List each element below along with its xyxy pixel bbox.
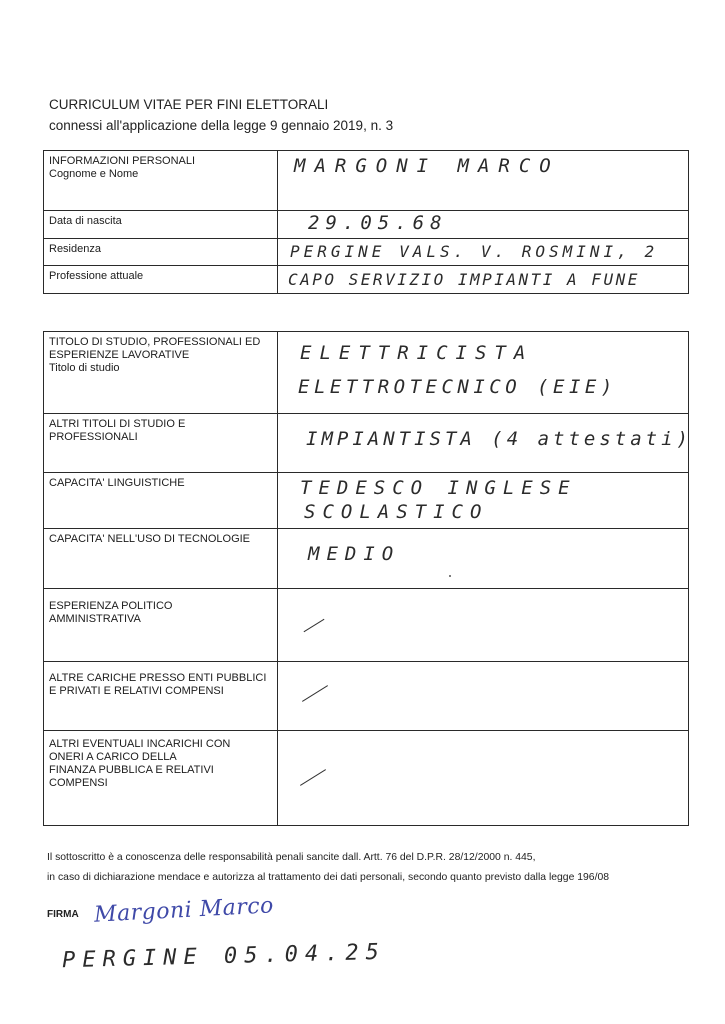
other-titles-label-line: PROFESSIONALI bbox=[49, 431, 138, 443]
political-label-line: AMMINISTRATIVA bbox=[49, 613, 141, 625]
offices-label-line: E PRIVATI E RELATIVI COMPENSI bbox=[49, 685, 224, 697]
studies-label-line: Titolo di studio bbox=[49, 362, 120, 374]
dash-mark bbox=[304, 619, 325, 633]
studies-value-line2: ELETTROTECNICO (EIE) bbox=[298, 376, 617, 398]
assignments-value-cell bbox=[278, 731, 689, 826]
profession-value: CAPO SERVIZIO IMPIANTI A FUNE bbox=[288, 270, 640, 289]
studies-value-cell bbox=[278, 332, 689, 414]
declaration-line2: in caso di dichiarazione mendace e autorizza al trattamento dei dati personali, secondo quanto previsto dalla legge 196/08 bbox=[47, 872, 610, 883]
ink-speck bbox=[449, 575, 451, 577]
technology-value: MEDIO bbox=[308, 543, 401, 565]
political-value-cell bbox=[278, 589, 689, 662]
name-label: Cognome e Nome bbox=[49, 168, 139, 180]
studies-label-line: TITOLO DI STUDIO, PROFESSIONALI ED bbox=[49, 336, 261, 348]
languages-value-line2: SCOLASTICO bbox=[304, 501, 489, 523]
handwritten-signature: Margoni Marco bbox=[93, 893, 275, 928]
technology-value-cell bbox=[278, 529, 689, 589]
residence-label: Residenza bbox=[44, 239, 278, 266]
section-label: INFORMAZIONI PERSONALI bbox=[49, 155, 196, 167]
dash-mark bbox=[302, 685, 328, 702]
name-value: MARGONI MARCO bbox=[294, 155, 560, 177]
education-table bbox=[43, 331, 692, 826]
assignments-label-line: ONERI A CARICO DELLA bbox=[49, 751, 177, 763]
birth-value: 29.05.68 bbox=[308, 212, 448, 234]
political-label bbox=[44, 589, 278, 662]
languages-value-line1: TEDESCO INGLESE bbox=[300, 477, 577, 499]
other-titles-value: IMPIANTISTA (4 attestati) bbox=[306, 428, 692, 450]
studies-label-line: ESPERIENZE LAVORATIVE bbox=[49, 349, 190, 361]
other-titles-label-line: ALTRI TITOLI DI STUDIO E bbox=[49, 418, 186, 430]
languages-value-cell bbox=[278, 473, 689, 529]
assignments-label bbox=[44, 731, 278, 826]
assignments-label-line: COMPENSI bbox=[49, 777, 108, 789]
assignments-label-line: FINANZA PUBBLICA E RELATIVI bbox=[49, 764, 214, 776]
place-and-date: PERGINE 05.04.25 bbox=[61, 939, 387, 974]
birth-value-cell bbox=[278, 211, 689, 239]
other-titles-value-cell bbox=[278, 414, 692, 473]
offices-label-line: ALTRE CARICHE PRESSO ENTI PUBBLICI bbox=[49, 672, 267, 684]
languages-label: CAPACITA' LINGUISTICHE bbox=[44, 473, 278, 529]
studies-label bbox=[44, 332, 278, 414]
profession-label: Professione attuale bbox=[44, 266, 278, 294]
residence-value: PERGINE VALS. V. ROSMINI, 2 bbox=[290, 242, 659, 261]
declaration-line1: Il sottoscritto è a conoscenza delle responsabilità penali sancite dall. Artt. 76 del D.P.R. 28/12/2000 n. 445, bbox=[47, 852, 536, 863]
dash-mark bbox=[300, 769, 326, 786]
offices-value-cell bbox=[278, 662, 689, 731]
political-label-line: ESPERIENZA POLITICO bbox=[49, 600, 173, 612]
profession-value-cell bbox=[278, 266, 689, 294]
personal-info-label bbox=[44, 151, 278, 211]
personal-info-table bbox=[43, 150, 689, 294]
technology-label: CAPACITA' NELL'USO DI TECNOLOGIE bbox=[44, 529, 278, 589]
studies-value-line1: ELETTRICISTA bbox=[300, 342, 534, 364]
assignments-label-line: ALTRI EVENTUALI INCARICHI CON bbox=[49, 738, 231, 750]
other-titles-label bbox=[44, 414, 278, 473]
name-value-cell bbox=[278, 151, 689, 211]
firma-label: FIRMA bbox=[47, 909, 79, 920]
offices-label bbox=[44, 662, 278, 731]
document-subtitle: connessi all'applicazione della legge 9 gennaio 2019, n. 3 bbox=[49, 118, 394, 133]
document-title: CURRICULUM VITAE PER FINI ELETTORALI bbox=[49, 97, 329, 112]
residence-value-cell bbox=[278, 239, 689, 266]
birth-label: Data di nascita bbox=[44, 211, 278, 239]
